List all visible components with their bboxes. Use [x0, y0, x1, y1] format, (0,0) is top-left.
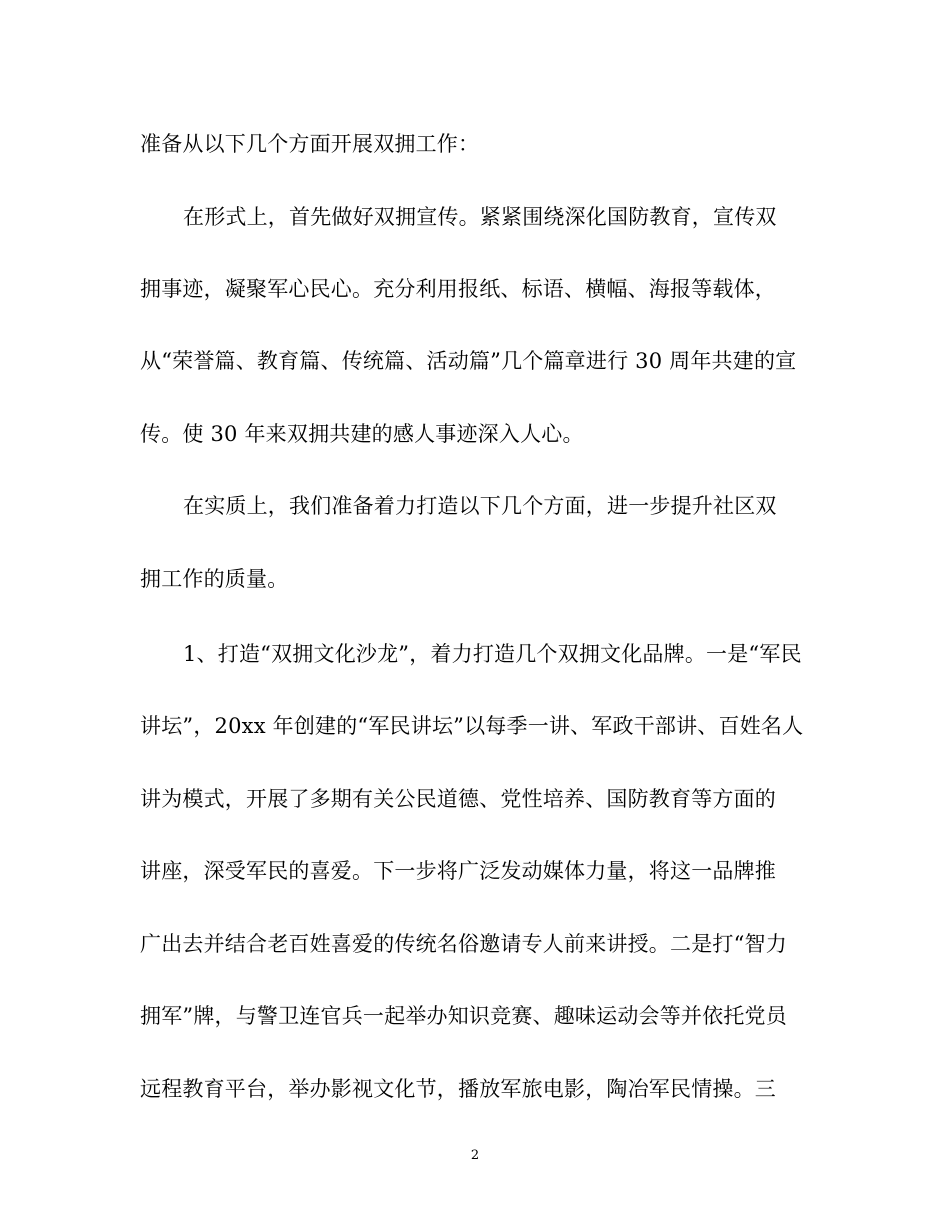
text-line-14: 远程教育平台，举办影视文化节，播放军旅电影，陶冶军民情操。三	[140, 1077, 776, 1101]
text-line-6: 在实质上，我们准备着力打造以下几个方面，进一步提升社区双	[183, 494, 777, 518]
text-line-8: 1、打造“双拥文化沙龙”，着力打造几个双拥文化品牌。一是“军民	[183, 642, 802, 666]
text-line-12: 广出去并结合老百姓喜爱的传统名俗邀请专人前来讲授。二是打“智力	[140, 932, 787, 956]
text-line-2: 在形式上，首先做好双拥宣传。紧紧围绕深化国防教育，宣传双	[183, 205, 777, 229]
text-line-3: 拥事迹，凝聚军心民心。充分利用报纸、标语、横幅、海报等载体，	[140, 277, 776, 301]
text-line-4: 从“荣誉篇、教育篇、传统篇、活动篇”几个篇章进行 30 周年共建的宣	[140, 349, 797, 373]
text-line-1: 准备从以下几个方面开展双拥工作：	[140, 132, 480, 156]
text-line-7: 拥工作的质量。	[140, 567, 289, 591]
text-line-5: 传。使 30 年来双拥共建的感人事迹深入人心。	[140, 422, 584, 446]
text-line-10: 讲为模式，开展了多期有关公民道德、党性培养、国防教育等方面的	[140, 787, 776, 811]
text-line-9: 讲坛”，20xx 年创建的“军民讲坛”以每季一讲、军政干部讲、百姓名人	[140, 714, 804, 738]
text-line-13: 拥军”牌，与警卫连官兵一起举办知识竞赛、趣味运动会等并依托党员	[140, 1004, 787, 1028]
text-line-11: 讲座，深受军民的喜爱。下一步将广泛发动媒体力量，将这一品牌推	[140, 859, 776, 883]
page-number: 2	[470, 1148, 480, 1163]
